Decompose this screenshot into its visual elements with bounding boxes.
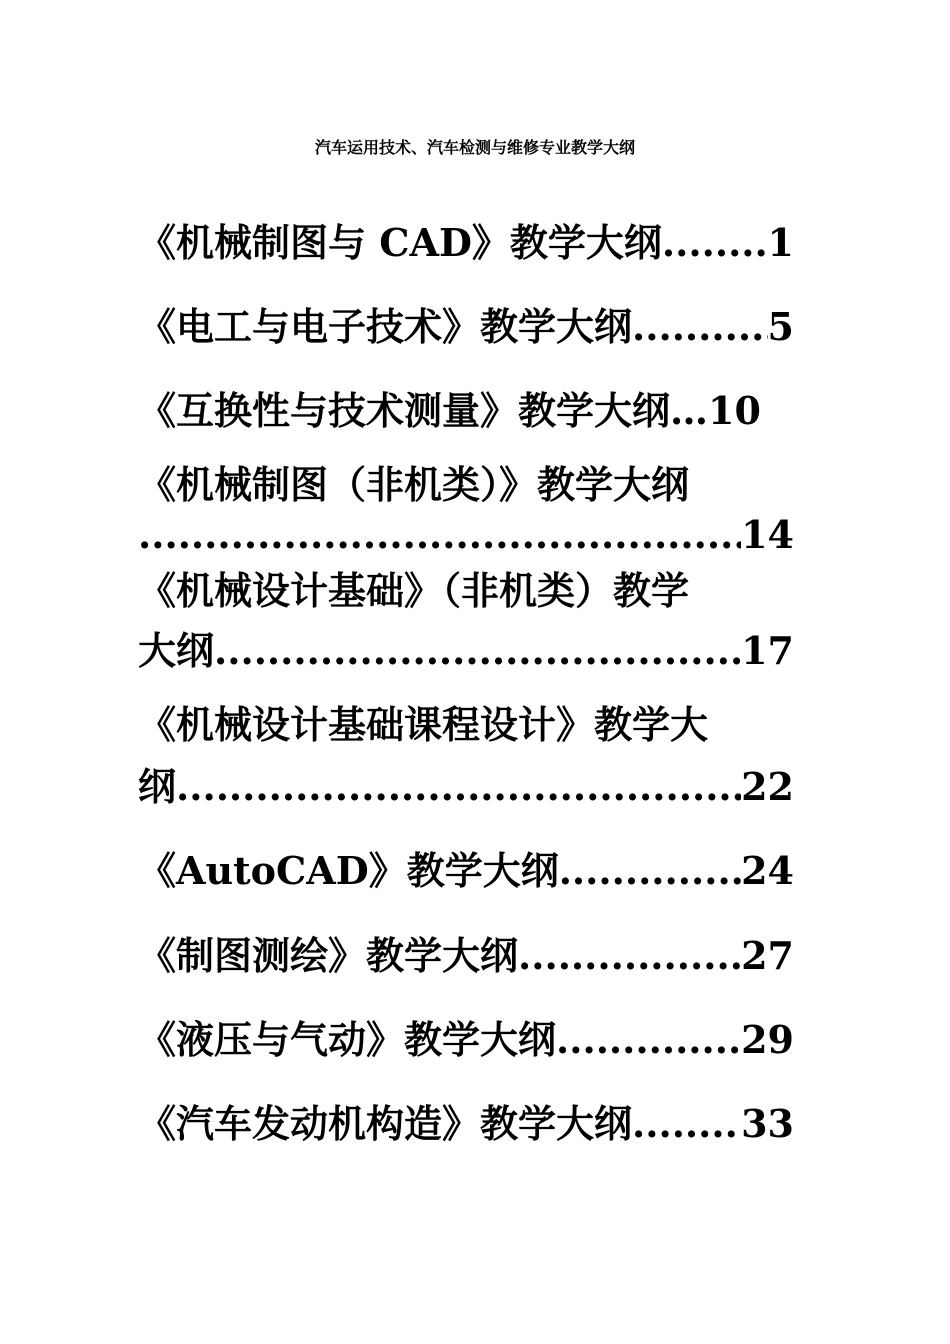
toc-page-number: 14 — [741, 512, 794, 557]
toc-page-number: 33 — [741, 1101, 794, 1146]
toc-leader-dots — [632, 1099, 741, 1149]
toc-entry[interactable] — [138, 566, 794, 676]
toc-leader-dots — [632, 302, 768, 352]
toc-entry-title: 《制图测绘》教学大纲 — [138, 933, 519, 978]
toc-entry-title: 《互换性与技术测量》教学大纲… — [138, 388, 709, 433]
toc-entry-title: 《液压与气动》教学大纲 — [138, 1017, 557, 1062]
toc-leader-dots — [556, 1015, 741, 1065]
toc-entry[interactable] — [138, 1015, 794, 1065]
document-header: 汽车运用技术、汽车检测与维修专业教学大纲 — [314, 138, 635, 157]
toc-leader-dots — [214, 626, 741, 676]
toc-page-number: 10 — [708, 388, 761, 433]
toc-page-number: 22 — [741, 764, 794, 809]
toc-entry-title: 《AutoCAD》教学大纲 — [138, 848, 559, 893]
toc-entry-title: 《电工与电子技术》教学大纲 — [138, 304, 633, 349]
toc-entry-title: 《机械制图（非机类）》教学大纲 — [138, 462, 690, 507]
toc-page-number: 1 — [767, 220, 794, 265]
toc-entry-title-continued: 纲 — [138, 764, 177, 809]
toc-entry-title: 《机械制图与 CAD》教学大纲 — [138, 220, 662, 265]
toc-entry[interactable] — [138, 931, 794, 981]
toc-leader-dots — [559, 846, 741, 896]
toc-page-number: 27 — [741, 933, 794, 978]
toc-entry[interactable] — [138, 1099, 794, 1149]
toc-page-number: 24 — [741, 848, 794, 893]
toc-entry-title: 《机械设计基础课程设计》教学大 — [138, 702, 709, 747]
toc-entry[interactable] — [138, 460, 794, 560]
toc-entry-title-continued: 大纲 — [138, 628, 215, 673]
toc-leader-dots — [662, 218, 768, 268]
toc-page-number: 17 — [741, 628, 794, 673]
toc-entry[interactable] — [138, 218, 794, 268]
toc-entry[interactable] — [138, 846, 794, 896]
table-of-contents — [138, 0, 794, 1344]
toc-leader-dots — [518, 931, 741, 981]
toc-entry[interactable] — [138, 302, 794, 352]
toc-leader-dots — [176, 762, 741, 812]
toc-entry-title: 《机械设计基础》（非机类）教学 — [138, 568, 690, 613]
toc-page-number: 29 — [741, 1017, 794, 1062]
toc-entry[interactable] — [138, 386, 794, 436]
toc-leader-dots — [138, 510, 741, 560]
toc-entry[interactable] — [138, 700, 794, 812]
toc-entry-title: 《汽车发动机构造》教学大纲 — [138, 1101, 633, 1146]
toc-page-number: 5 — [767, 304, 794, 349]
